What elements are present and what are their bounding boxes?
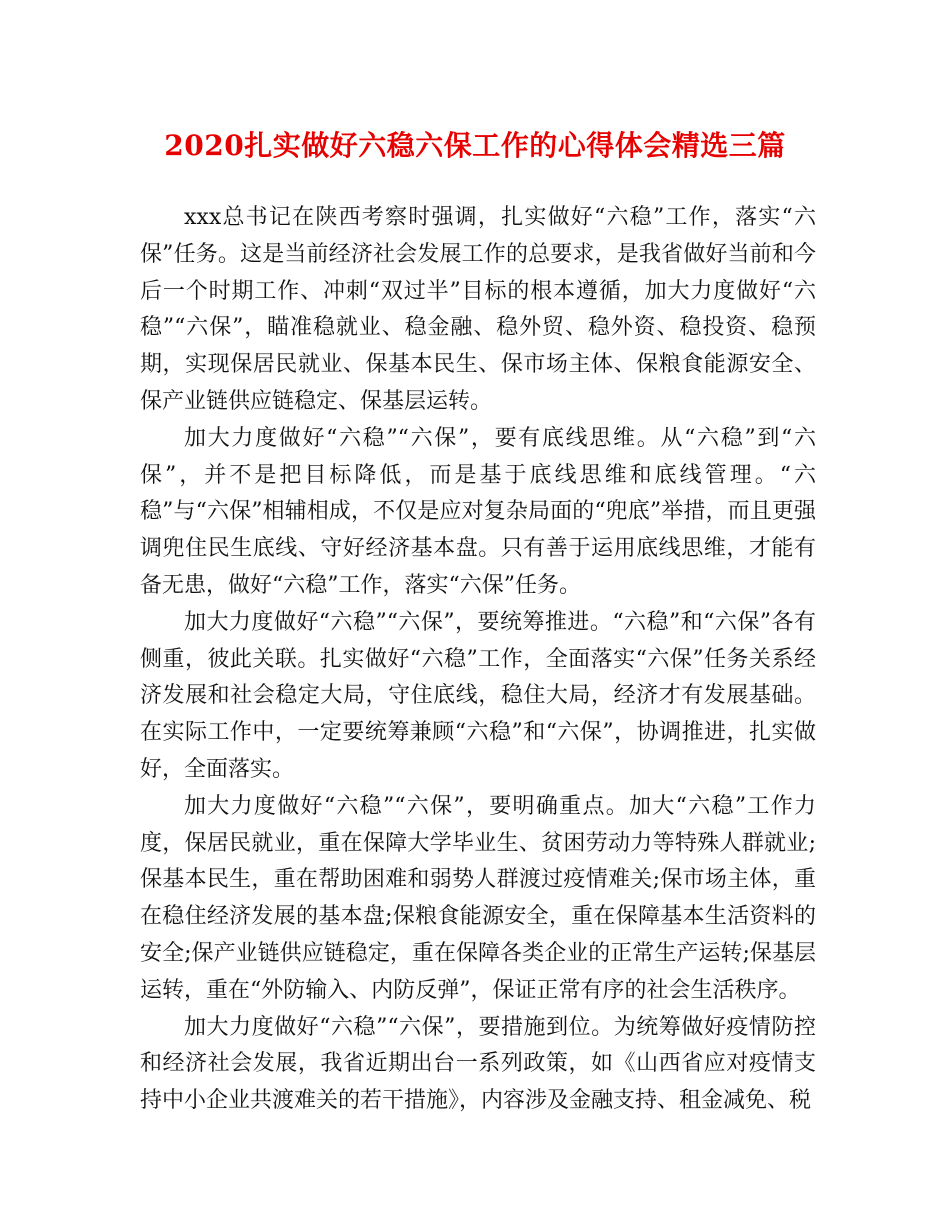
paragraph-1: xxx总书记在陕西考察时强调，扎实做好“六稳”工作，落实“六保”任务。这是当前经济社会发展工作的总要求，是我省做好当前和今后一个时期工作、冲刺“双过半”目标的根本遵循，加大力度做好“六稳”“六保”，瞄准稳就业、稳金融、稳外贸、稳外资、稳投资、稳预期，实现保居民就业、保基本民生、保市场主体、保粮食能源安全、保产业链供应链稳定、保基层运转。 xyxy=(140,205,816,414)
paragraph-4: 加大力度做好“六稳”“六保”，要明确重点。加大“六稳”工作力度，保居民就业，重在保障大学毕业生、贫困劳动力等特殊人群就业;保基本民生，重在帮助困难和弱势人群渡过疫情难关;保市场主体，重在稳住经济发展的基本盘;保粮食能源安全，重在保障基本生活资料的安全;保产业链供应链稳定，重在保障各类企业的正常生产运转;保基层运转，重在“外防输入、内防反弹”，保证正常有序的社会生活秩序。 xyxy=(140,793,816,1003)
paragraph-2: 加大力度做好“六稳”“六保”，要有底线思维。从“六稳”到“六保”，并不是把目标降低，而是基于底线思维和底线管理。“六稳”与“六保”相辅相成，不仅是应对复杂局面的“兜底”举措，而且更强调兜住民生底线、守好经济基本盘。只有善于运用底线思维，才能有备无患，做好“六稳”工作，落实“六保”任务。 xyxy=(140,425,816,598)
document-body xyxy=(140,200,816,1120)
document-title: 2020扎实做好六稳六保工作的心得体会精选三篇 xyxy=(164,129,786,162)
paragraph-3: 加大力度做好“六稳”“六保”，要统筹推进。“六稳”和“六保”各有侧重，彼此关联。扎实做好“六稳”工作，全面落实“六保”任务关系经济发展和社会稳定大局，守住底线，稳住大局，经济才有发展基础。在实际工作中，一定要统筹兼顾“六稳”和“六保”，协调推进，扎实做好，全面落实。 xyxy=(140,609,816,782)
paragraph-5: 加大力度做好“六稳”“六保”，要措施到位。为统筹做好疫情防控和经济社会发展，我省近期出台一系列政策，如《山西省应对疫情支持中小企业共渡难关的若干措施》，内容涉及金融支持、租金减免、税 xyxy=(140,1014,816,1114)
